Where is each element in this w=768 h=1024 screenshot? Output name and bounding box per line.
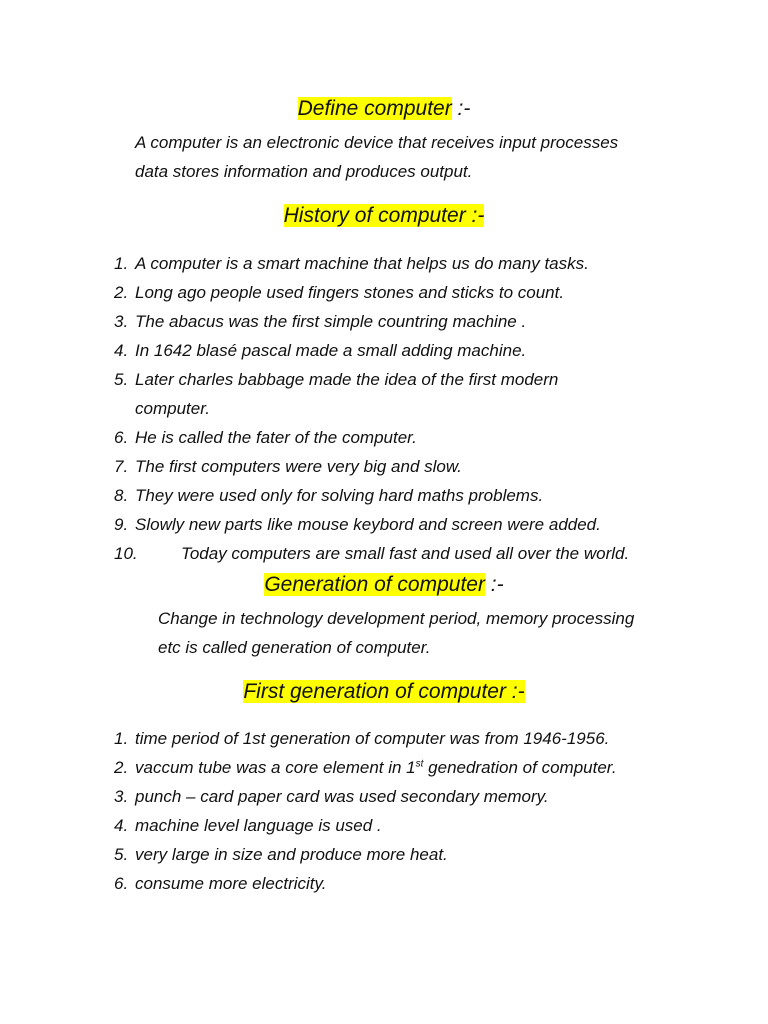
list-number: 6. [114, 428, 129, 447]
list-text: punch – card paper card was used secondary memory. [135, 787, 549, 806]
generation-heading-suffix: :- [484, 573, 504, 596]
list-number: 5. [114, 845, 129, 864]
list-number: 4. [114, 341, 129, 360]
list-number: 1. [114, 254, 129, 273]
list-text: Long ago people used fingers stones and sticks to count. [135, 283, 565, 302]
define-line: A computer is an electronic device that receives input processes [135, 133, 619, 152]
define-paragraph [135, 128, 618, 186]
list-text: Later charles babbage made the idea of the first modern [135, 370, 559, 389]
first-generation-heading-text: First generation of computer :- [243, 680, 525, 703]
list-number: 2. [114, 758, 129, 777]
list-number: 6. [114, 874, 129, 893]
list-number: 1. [114, 729, 129, 748]
list-text: time period of 1st generation of computer was from 1946-1956. [135, 729, 610, 748]
list-text-part: vaccum tube was a core element in 1 [135, 758, 416, 777]
list-text: Slowly new parts like mouse keybord and screen were added. [135, 515, 601, 534]
list-number: 3. [114, 787, 129, 806]
list-text-continuation: computer. [135, 399, 210, 418]
list-number: 7. [114, 457, 129, 476]
first-generation-heading [0, 678, 768, 706]
list-text: A computer is a smart machine that helps us do many tasks. [135, 254, 589, 273]
list-text: Today computers are small fast and used all over the world. [181, 544, 630, 563]
list-text: very large in size and produce more heat. [135, 845, 448, 864]
list-number: 2. [114, 283, 129, 302]
list-text [135, 753, 617, 782]
generation-line: Change in technology development period, memory processing [158, 609, 635, 628]
generation-heading-text: Generation of computer [264, 573, 485, 596]
list-text-part: genedration of computer. [423, 758, 617, 777]
list-text: In 1642 blasé pascal made a small adding machine. [135, 341, 527, 360]
list-number: 4. [114, 816, 129, 835]
list-number: 8. [114, 486, 129, 505]
define-heading [0, 95, 768, 123]
list-text: The first computers were very big and slow. [135, 457, 462, 476]
generation-heading [0, 571, 768, 599]
list-number: 10. [114, 544, 138, 563]
list-text: consume more electricity. [135, 874, 327, 893]
list-text: They were used only for solving hard maths problems. [135, 486, 544, 505]
list-number: 9. [114, 515, 129, 534]
define-heading-suffix: :- [451, 97, 471, 120]
generation-paragraph [158, 604, 634, 662]
define-heading-text: Define computer [297, 97, 452, 120]
history-heading-text: History of computer :- [283, 204, 485, 227]
history-heading [0, 202, 768, 230]
generation-line: etc is called generation of computer. [158, 638, 431, 657]
list-text: machine level language is used . [135, 816, 382, 835]
ordinal-superscript: st [415, 758, 424, 770]
list-text: He is called the fater of the computer. [135, 428, 417, 447]
list-number: 3. [114, 312, 129, 331]
define-line: data stores information and produces output. [135, 162, 473, 181]
list-number: 5. [114, 370, 129, 389]
list-text: The abacus was the first simple countring machine . [135, 312, 527, 331]
